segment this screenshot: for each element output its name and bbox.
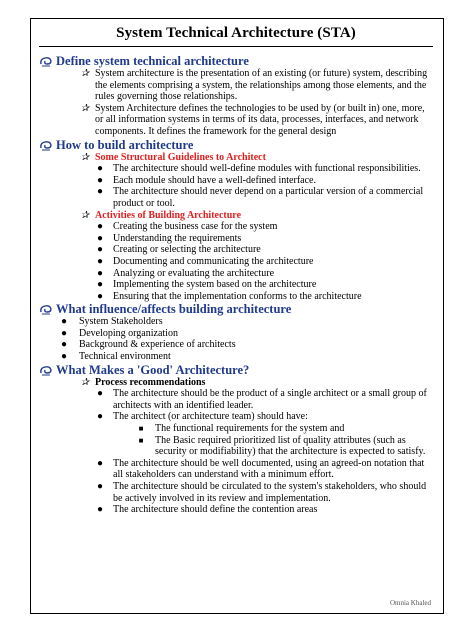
round-bullet: ●	[96, 267, 104, 279]
round-bullet: ●	[96, 290, 104, 302]
swirl-icon	[39, 139, 53, 151]
swirl-icon	[39, 303, 53, 315]
list-item: ● Technical environment	[60, 351, 171, 363]
round-bullet: ●	[96, 244, 104, 256]
list-item: ● The architect (or architecture team) should have:	[96, 411, 308, 423]
list-item: ● The architecture should define the contention areas	[96, 504, 318, 516]
round-bullet: ●	[60, 327, 68, 339]
list-item: ● Ensuring that the implementation conforms to the architecture	[96, 290, 362, 302]
list-item: ● The architecture should be circulated to the system's stakeholders, who should be actively involved in its review and implementation.	[96, 481, 427, 504]
list-item: ● Each module should have a well-defined interface.	[96, 174, 316, 186]
round-bullet: ●	[96, 457, 104, 469]
subheading-process: ✰ Process recommendations	[80, 376, 206, 388]
list-item: ■ The functional requirements for the system and	[138, 423, 345, 435]
section-heading-good: What Makes a 'Good' Architecture?	[39, 363, 433, 377]
round-bullet: ●	[96, 279, 104, 291]
list-item: ● Developing organization	[60, 327, 178, 339]
section-heading-define: Define system technical architecture	[39, 54, 433, 68]
round-bullet: ●	[96, 186, 104, 198]
list-item: ● Background & experience of architects	[60, 339, 236, 351]
square-bullet: ■	[138, 424, 144, 434]
round-bullet: ●	[60, 351, 68, 363]
list-item: ✰ System architecture is the presentation of an existing (or future) system, describing the elements comprising a system, the relationships among those elements, and the rules governing those relationships.	[80, 68, 428, 103]
list-item: ● The architecture should be well documented, using an agreed-on notation that all stakeholders can understand with a minimum effort.	[96, 457, 425, 481]
round-bullet: ●	[96, 481, 104, 492]
swirl-icon	[39, 364, 53, 376]
subheading-guidelines: ✰ Some Structural Guidelines to Architect	[80, 151, 266, 163]
list-item: ● The architecture should well-define modules with functional responsibilities.	[96, 163, 421, 175]
script-check-icon: ✰	[80, 209, 90, 221]
swirl-icon	[39, 55, 53, 67]
subheading-activities: ✰ Activities of Building Architecture	[80, 209, 242, 221]
list-item: ● Implementing the system based on the architecture	[96, 279, 317, 291]
round-bullet: ●	[96, 255, 104, 267]
round-bullet: ●	[96, 221, 104, 233]
list-item: ● The architecture should be the product of a single architect or a small group of architects with an identified leader.	[96, 388, 427, 411]
list-item: ● Understanding the requirements	[96, 232, 242, 244]
round-bullet: ●	[96, 411, 104, 423]
author-footer: Omnia Khaled	[389, 599, 431, 607]
round-bullet: ●	[96, 174, 104, 186]
list-item: ✰ System Architecture defines the technologies to be used by (or built in) one, more, or all information systems in terms of its data, processes, interfaces, and network components. It defines the framework for the general design	[80, 102, 425, 137]
list-item: ● System Stakeholders	[60, 316, 163, 328]
round-bullet: ●	[60, 339, 68, 351]
page-title: System Technical Architecture (STA)	[39, 25, 433, 47]
section-heading-influence: What influence/affects building architecture	[39, 302, 433, 316]
script-check-icon: ✰	[80, 376, 90, 388]
list-item: ● Analyzing or evaluating the architecture	[96, 267, 275, 279]
list-item: ● The architecture should never depend on a particular version of a commercial product or tool.	[96, 186, 424, 209]
round-bullet: ●	[96, 163, 104, 175]
document-page	[30, 18, 444, 614]
script-check-icon: ✰	[80, 68, 90, 79]
round-bullet: ●	[96, 232, 104, 244]
list-item: ● Creating or selecting the architecture	[96, 244, 261, 256]
round-bullet: ●	[96, 504, 104, 516]
round-bullet: ●	[96, 388, 104, 400]
section-heading-build: How to build architecture	[39, 138, 433, 152]
square-bullet: ■	[138, 435, 144, 445]
script-check-icon: ✰	[80, 151, 90, 163]
list-item: ● Creating the business case for the system	[96, 221, 278, 233]
round-bullet: ●	[60, 316, 68, 328]
list-item: ● Documenting and communicating the architecture	[96, 255, 314, 267]
script-check-icon: ✰	[80, 102, 90, 114]
list-item: ■ The Basic required prioritized list of quality attributes (such as security or modifiability) that the architecture is expected to satisfy.	[138, 434, 426, 458]
